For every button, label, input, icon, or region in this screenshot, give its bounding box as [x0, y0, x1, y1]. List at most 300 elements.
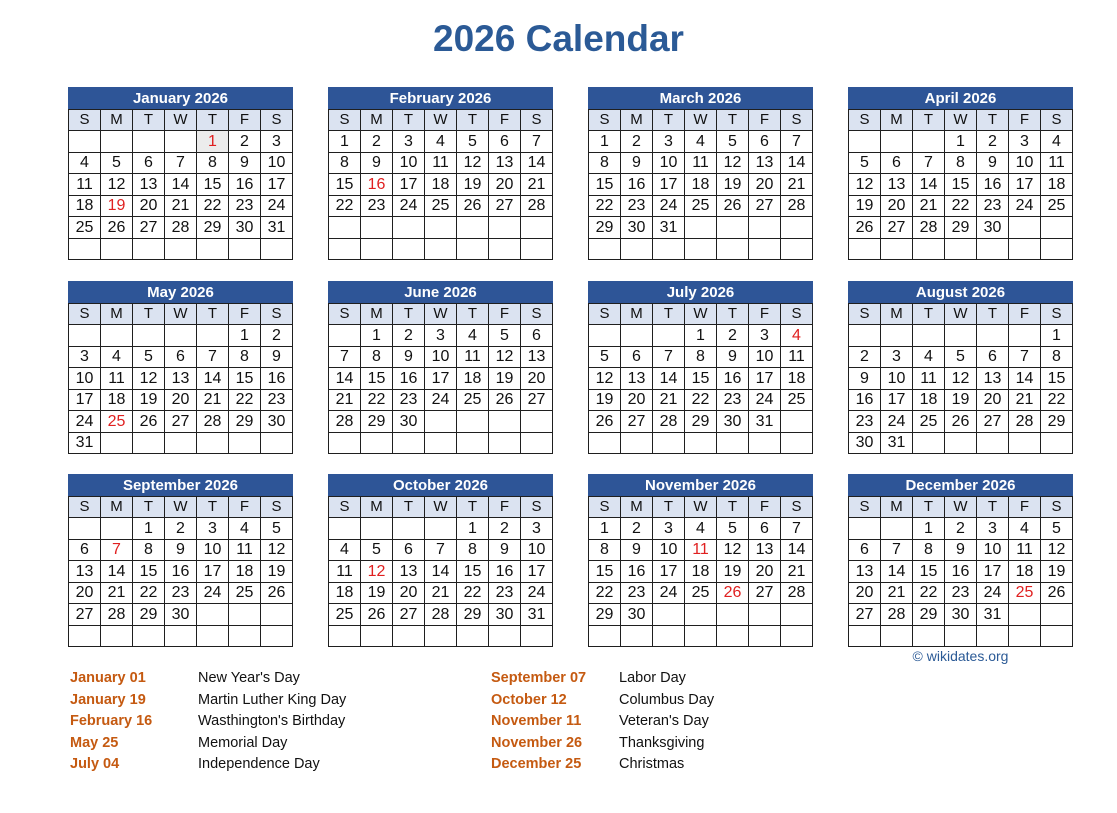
empty-cell — [849, 131, 881, 153]
day-cell: 19 — [361, 582, 393, 604]
day-cell: 7 — [521, 131, 553, 153]
weekday-label: F — [749, 303, 781, 325]
day-cell: 25 — [913, 411, 945, 433]
day-cell: 13 — [393, 561, 425, 583]
holiday-name: Wasthington's Birthday — [198, 713, 346, 729]
empty-cell — [749, 432, 781, 454]
holiday-date: November 11 — [491, 713, 582, 729]
day-cell: 4 — [329, 539, 361, 561]
day-cell: 28 — [521, 195, 553, 217]
empty-cell — [849, 625, 881, 647]
weekday-label: M — [621, 496, 653, 518]
day-cell: 17 — [881, 389, 913, 411]
day-cell: 20 — [849, 582, 881, 604]
holiday-date: January 01 — [70, 670, 146, 686]
weekday-label: S — [849, 303, 881, 325]
month-title: February 2026 — [329, 88, 553, 110]
day-cell: 13 — [521, 346, 553, 368]
day-cell: 20 — [133, 195, 165, 217]
day-cell: 1 — [457, 518, 489, 540]
empty-cell — [1009, 432, 1041, 454]
empty-cell — [489, 217, 521, 239]
empty-cell — [69, 625, 101, 647]
day-cell: 25 — [229, 582, 261, 604]
empty-cell — [589, 325, 621, 347]
day-cell: 10 — [393, 152, 425, 174]
day-cell: 3 — [653, 131, 685, 153]
day-cell: 26 — [489, 389, 521, 411]
day-cell: 1 — [133, 518, 165, 540]
weekday-label: W — [425, 496, 457, 518]
day-cell: 16 — [849, 389, 881, 411]
day-cell: 24 — [69, 411, 101, 433]
day-cell: 9 — [261, 346, 293, 368]
day-cell: 14 — [521, 152, 553, 174]
day-cell: 2 — [849, 346, 881, 368]
day-cell: 6 — [881, 152, 913, 174]
weekday-label: W — [685, 496, 717, 518]
empty-cell — [197, 432, 229, 454]
day-cell: 11 — [685, 539, 717, 561]
day-cell: 9 — [165, 539, 197, 561]
day-cell: 26 — [945, 411, 977, 433]
day-cell: 28 — [881, 604, 913, 626]
holiday-name: Christmas — [619, 756, 685, 772]
day-cell: 5 — [717, 518, 749, 540]
day-cell: 19 — [261, 561, 293, 583]
empty-cell — [1041, 217, 1073, 239]
day-cell: 19 — [717, 174, 749, 196]
holiday-item — [70, 754, 346, 776]
empty-cell — [165, 325, 197, 347]
empty-cell — [749, 625, 781, 647]
day-cell: 6 — [69, 539, 101, 561]
empty-cell — [717, 238, 749, 260]
day-cell: 2 — [621, 131, 653, 153]
day-cell: 1 — [329, 131, 361, 153]
day-cell: 9 — [621, 152, 653, 174]
empty-cell — [653, 325, 685, 347]
weekday-label: T — [913, 109, 945, 131]
weekday-label: S — [69, 496, 101, 518]
day-cell: 18 — [457, 368, 489, 390]
weekday-label: F — [229, 109, 261, 131]
day-cell: 27 — [749, 582, 781, 604]
weekday-label: M — [361, 109, 393, 131]
day-cell: 25 — [425, 195, 457, 217]
weekday-label: T — [653, 496, 685, 518]
weekday-label: S — [781, 109, 813, 131]
empty-cell — [393, 432, 425, 454]
day-cell: 27 — [521, 389, 553, 411]
day-cell: 22 — [589, 195, 621, 217]
day-cell: 5 — [457, 131, 489, 153]
day-cell: 10 — [425, 346, 457, 368]
holiday-name: Columbus Day — [619, 691, 715, 708]
day-cell: 29 — [133, 604, 165, 626]
empty-cell — [781, 238, 813, 260]
day-cell: 13 — [489, 152, 521, 174]
day-cell: 16 — [717, 368, 749, 390]
day-cell: 21 — [1009, 389, 1041, 411]
day-cell: 22 — [589, 582, 621, 604]
empty-cell — [229, 625, 261, 647]
empty-cell — [685, 217, 717, 239]
day-cell: 4 — [1041, 131, 1073, 153]
day-cell: 29 — [913, 604, 945, 626]
day-cell: 26 — [457, 195, 489, 217]
holiday-name: Martin Luther King Day — [198, 691, 347, 708]
empty-cell — [229, 238, 261, 260]
weekday-label: S — [261, 496, 293, 518]
day-cell: 22 — [329, 195, 361, 217]
day-cell: 30 — [621, 604, 653, 626]
day-cell: 4 — [781, 325, 813, 347]
weekday-label: M — [621, 303, 653, 325]
day-cell: 12 — [945, 368, 977, 390]
empty-cell — [165, 432, 197, 454]
empty-cell — [781, 217, 813, 239]
day-cell: 27 — [749, 195, 781, 217]
day-cell: 16 — [229, 174, 261, 196]
day-cell: 15 — [197, 174, 229, 196]
weekday-label: W — [685, 109, 717, 131]
day-cell: 25 — [101, 411, 133, 433]
empty-cell — [101, 238, 133, 260]
empty-cell — [621, 625, 653, 647]
day-cell: 7 — [913, 152, 945, 174]
holiday-date: September 07 — [491, 670, 587, 686]
day-cell: 28 — [425, 604, 457, 626]
day-cell: 4 — [685, 518, 717, 540]
day-cell: 3 — [261, 131, 293, 153]
day-cell: 15 — [589, 174, 621, 196]
empty-cell — [133, 238, 165, 260]
empty-cell — [393, 238, 425, 260]
month-title: May 2026 — [69, 282, 293, 304]
day-cell: 8 — [133, 539, 165, 561]
empty-cell — [133, 625, 165, 647]
day-cell: 22 — [685, 389, 717, 411]
day-cell: 5 — [849, 152, 881, 174]
day-cell: 11 — [913, 368, 945, 390]
month-title: January 2026 — [69, 88, 293, 110]
weekday-label: F — [489, 109, 521, 131]
weekday-label: S — [589, 303, 621, 325]
day-cell: 11 — [685, 152, 717, 174]
credit-link[interactable]: © wikidates.org — [912, 648, 1009, 664]
empty-cell — [1009, 238, 1041, 260]
empty-cell — [521, 238, 553, 260]
empty-cell — [489, 411, 521, 433]
day-cell: 7 — [781, 131, 813, 153]
weekday-label: W — [425, 303, 457, 325]
month-table — [588, 474, 813, 647]
weekday-label: T — [457, 109, 489, 131]
day-cell: 7 — [881, 539, 913, 561]
empty-cell — [457, 217, 489, 239]
day-cell: 2 — [361, 131, 393, 153]
weekday-label: W — [165, 496, 197, 518]
day-cell: 14 — [913, 174, 945, 196]
weekday-label: F — [1009, 303, 1041, 325]
empty-cell — [685, 625, 717, 647]
day-cell: 5 — [361, 539, 393, 561]
day-cell: 10 — [197, 539, 229, 561]
day-cell: 21 — [197, 389, 229, 411]
day-cell: 28 — [101, 604, 133, 626]
month-table — [328, 87, 553, 260]
day-cell: 3 — [977, 518, 1009, 540]
day-cell: 13 — [977, 368, 1009, 390]
empty-cell — [69, 238, 101, 260]
holiday-item — [491, 754, 714, 776]
day-cell: 19 — [849, 195, 881, 217]
day-cell: 2 — [261, 325, 293, 347]
day-cell: 13 — [165, 368, 197, 390]
day-cell: 31 — [69, 432, 101, 454]
empty-cell — [717, 432, 749, 454]
day-cell: 7 — [329, 346, 361, 368]
holiday-item — [491, 668, 714, 690]
empty-cell — [489, 625, 521, 647]
day-cell: 3 — [749, 325, 781, 347]
empty-cell — [229, 432, 261, 454]
weekday-label: F — [1009, 109, 1041, 131]
day-cell: 3 — [1009, 131, 1041, 153]
weekday-label: M — [881, 496, 913, 518]
month-table — [588, 87, 813, 260]
day-cell: 15 — [589, 561, 621, 583]
day-cell: 15 — [1041, 368, 1073, 390]
day-cell: 9 — [621, 539, 653, 561]
empty-cell — [133, 432, 165, 454]
day-cell: 6 — [393, 539, 425, 561]
day-cell: 10 — [653, 539, 685, 561]
day-cell: 24 — [653, 195, 685, 217]
month-table — [328, 474, 553, 647]
empty-cell — [977, 325, 1009, 347]
day-cell: 21 — [425, 582, 457, 604]
weekday-label: S — [329, 496, 361, 518]
empty-cell — [101, 131, 133, 153]
day-cell: 2 — [393, 325, 425, 347]
day-cell: 26 — [717, 582, 749, 604]
day-cell: 22 — [913, 582, 945, 604]
weekday-label: W — [165, 303, 197, 325]
empty-cell — [329, 217, 361, 239]
day-cell: 31 — [881, 432, 913, 454]
day-cell: 1 — [589, 131, 621, 153]
day-cell: 27 — [393, 604, 425, 626]
day-cell: 4 — [101, 346, 133, 368]
day-cell: 20 — [749, 174, 781, 196]
weekday-label: S — [589, 496, 621, 518]
day-cell: 23 — [621, 195, 653, 217]
day-cell: 23 — [361, 195, 393, 217]
empty-cell — [1009, 325, 1041, 347]
weekday-label: W — [945, 496, 977, 518]
empty-cell — [165, 625, 197, 647]
empty-cell — [329, 432, 361, 454]
day-cell: 30 — [717, 411, 749, 433]
day-cell: 10 — [749, 346, 781, 368]
day-cell: 14 — [1009, 368, 1041, 390]
empty-cell — [69, 325, 101, 347]
day-cell: 12 — [457, 152, 489, 174]
day-cell: 28 — [781, 582, 813, 604]
month-table — [588, 281, 813, 454]
day-cell: 21 — [521, 174, 553, 196]
day-cell: 8 — [1041, 346, 1073, 368]
empty-cell — [329, 325, 361, 347]
empty-cell — [621, 238, 653, 260]
weekday-label: M — [361, 496, 393, 518]
day-cell: 12 — [589, 368, 621, 390]
holiday-date: February 16 — [70, 713, 153, 729]
day-cell: 12 — [133, 368, 165, 390]
day-cell: 27 — [881, 217, 913, 239]
day-cell: 16 — [393, 368, 425, 390]
day-cell: 15 — [229, 368, 261, 390]
weekday-label: W — [425, 109, 457, 131]
day-cell: 6 — [849, 539, 881, 561]
day-cell: 6 — [521, 325, 553, 347]
day-cell: 6 — [749, 518, 781, 540]
day-cell: 18 — [425, 174, 457, 196]
empty-cell — [749, 217, 781, 239]
day-cell: 12 — [261, 539, 293, 561]
day-cell: 12 — [717, 539, 749, 561]
day-cell: 5 — [101, 152, 133, 174]
day-cell: 12 — [361, 561, 393, 583]
weekday-label: M — [361, 303, 393, 325]
day-cell: 28 — [197, 411, 229, 433]
day-cell: 2 — [977, 131, 1009, 153]
empty-cell — [717, 625, 749, 647]
empty-cell — [881, 325, 913, 347]
day-cell: 7 — [165, 152, 197, 174]
day-cell: 25 — [685, 582, 717, 604]
day-cell: 8 — [945, 152, 977, 174]
day-cell: 15 — [913, 561, 945, 583]
empty-cell — [361, 217, 393, 239]
empty-cell — [101, 432, 133, 454]
weekday-label: T — [197, 109, 229, 131]
empty-cell — [781, 432, 813, 454]
empty-cell — [749, 604, 781, 626]
day-cell: 17 — [977, 561, 1009, 583]
weekday-label: S — [849, 496, 881, 518]
day-cell: 24 — [197, 582, 229, 604]
day-cell: 10 — [261, 152, 293, 174]
empty-cell — [589, 625, 621, 647]
weekday-label: S — [521, 109, 553, 131]
day-cell: 17 — [521, 561, 553, 583]
empty-cell — [329, 518, 361, 540]
day-cell: 17 — [197, 561, 229, 583]
weekday-label: M — [101, 109, 133, 131]
empty-cell — [521, 411, 553, 433]
day-cell: 22 — [945, 195, 977, 217]
day-cell: 13 — [133, 174, 165, 196]
day-cell: 16 — [361, 174, 393, 196]
day-cell: 28 — [329, 411, 361, 433]
holiday-name: Labor Day — [619, 670, 686, 686]
day-cell: 4 — [913, 346, 945, 368]
day-cell: 21 — [881, 582, 913, 604]
empty-cell — [197, 625, 229, 647]
weekday-label: S — [1041, 496, 1073, 518]
day-cell: 16 — [261, 368, 293, 390]
day-cell: 24 — [653, 582, 685, 604]
empty-cell — [457, 238, 489, 260]
day-cell: 30 — [945, 604, 977, 626]
day-cell: 24 — [393, 195, 425, 217]
day-cell: 23 — [945, 582, 977, 604]
day-cell: 1 — [945, 131, 977, 153]
day-cell: 5 — [589, 346, 621, 368]
weekday-label: M — [101, 303, 133, 325]
day-cell: 13 — [749, 539, 781, 561]
month-table — [68, 87, 293, 260]
day-cell: 15 — [457, 561, 489, 583]
day-cell: 14 — [781, 152, 813, 174]
empty-cell — [425, 518, 457, 540]
day-cell: 8 — [589, 539, 621, 561]
holiday-item — [70, 711, 346, 733]
day-cell: 18 — [913, 389, 945, 411]
empty-cell — [881, 518, 913, 540]
day-cell: 8 — [589, 152, 621, 174]
empty-cell — [913, 432, 945, 454]
day-cell: 5 — [261, 518, 293, 540]
day-cell: 21 — [101, 582, 133, 604]
empty-cell — [977, 625, 1009, 647]
day-cell: 13 — [621, 368, 653, 390]
day-cell: 3 — [393, 131, 425, 153]
empty-cell — [781, 625, 813, 647]
day-cell: 13 — [881, 174, 913, 196]
day-cell: 20 — [881, 195, 913, 217]
day-cell: 18 — [1041, 174, 1073, 196]
day-cell: 6 — [749, 131, 781, 153]
day-cell: 19 — [133, 389, 165, 411]
day-cell: 20 — [393, 582, 425, 604]
day-cell: 25 — [457, 389, 489, 411]
day-cell: 4 — [685, 131, 717, 153]
day-cell: 17 — [261, 174, 293, 196]
day-cell: 3 — [521, 518, 553, 540]
day-cell: 11 — [1009, 539, 1041, 561]
weekday-label: F — [229, 496, 261, 518]
empty-cell — [393, 625, 425, 647]
day-cell: 24 — [261, 195, 293, 217]
day-cell: 26 — [101, 217, 133, 239]
weekday-label: S — [849, 109, 881, 131]
weekday-label: W — [165, 109, 197, 131]
day-cell: 26 — [717, 195, 749, 217]
empty-cell — [361, 432, 393, 454]
day-cell: 26 — [849, 217, 881, 239]
day-cell: 8 — [197, 152, 229, 174]
day-cell: 4 — [229, 518, 261, 540]
empty-cell — [1009, 625, 1041, 647]
day-cell: 2 — [945, 518, 977, 540]
day-cell: 25 — [1009, 582, 1041, 604]
day-cell: 9 — [945, 539, 977, 561]
month-title: July 2026 — [589, 282, 813, 304]
